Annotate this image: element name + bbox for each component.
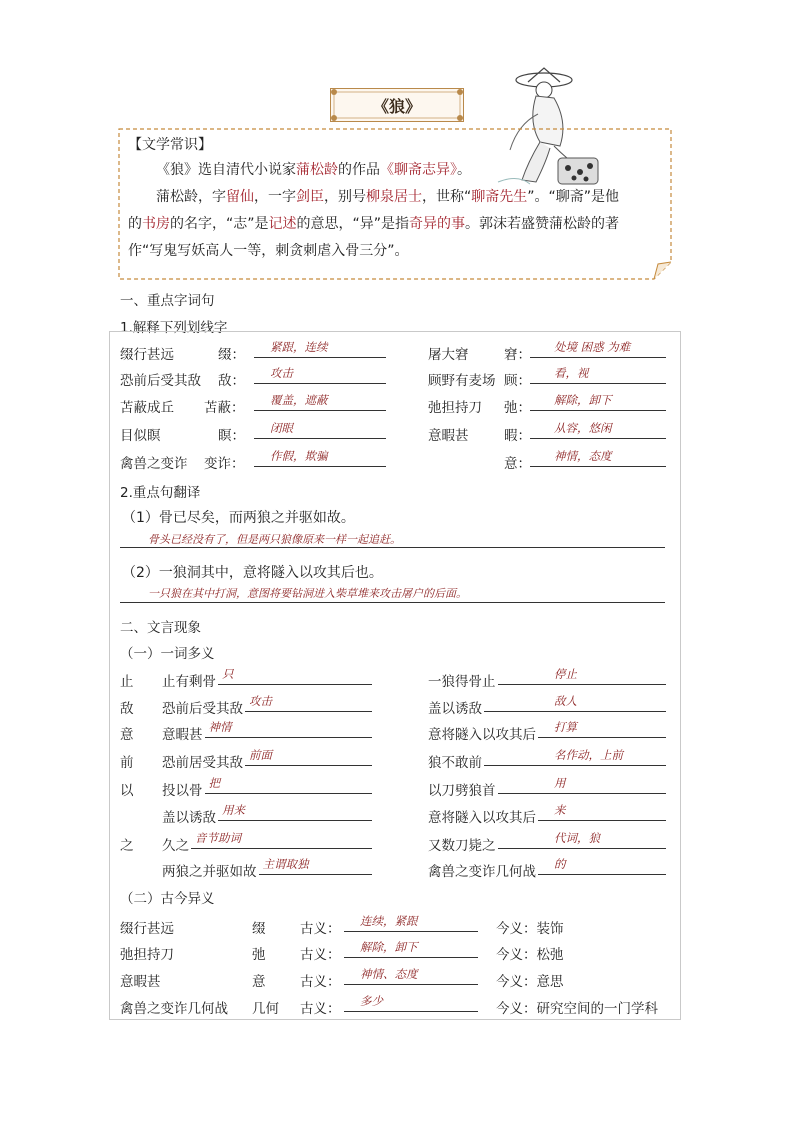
- polysemy-answer-right[interactable]: 的: [554, 857, 566, 871]
- answer-line: [538, 820, 666, 821]
- polysemy-answer-left[interactable]: 用来: [222, 803, 245, 817]
- polysemy-example-left: 投以骨: [162, 783, 203, 799]
- polysemy-answer-right[interactable]: 停止: [554, 667, 577, 681]
- polysemy-example-left: 盖以诱敌: [162, 810, 216, 826]
- answer-line: [498, 793, 667, 794]
- text-run: ，别号: [324, 189, 366, 205]
- text-run: 蒲松龄，字: [156, 189, 226, 205]
- answer-line: [254, 383, 386, 384]
- gujin-phrase: 意暇甚: [120, 974, 161, 990]
- answer-line: [538, 737, 666, 738]
- answer-line: [484, 711, 666, 712]
- word-key: 意：: [504, 456, 531, 472]
- polysemy-answer-left[interactable]: 主谓取独: [262, 857, 309, 871]
- polysemy-example-left: 意暇甚: [162, 727, 203, 743]
- gujin-ancient-answer[interactable]: 连续，紧跟: [360, 914, 418, 928]
- word-key: 瞑：: [218, 428, 245, 444]
- text-run: 。: [457, 162, 471, 178]
- word-answer[interactable]: 攻击: [270, 366, 293, 380]
- word-answer[interactable]: 解除，卸下: [554, 393, 612, 407]
- word-phrase: 禽兽之变诈: [120, 456, 188, 472]
- gujin-ancient-label: 古义：: [300, 947, 341, 963]
- gujin-phrase: 弛担持刀: [120, 947, 174, 963]
- gujin-modern: 今义：研究空间的一门学科: [496, 1001, 658, 1017]
- highlight-term: 聊斋先生: [471, 189, 528, 205]
- gujin-phrase: 缀行甚远: [120, 921, 174, 937]
- word-phrase: 恐前后受其敌: [120, 373, 201, 389]
- highlight-term: 柳泉居士: [366, 189, 422, 205]
- polysemy-char: 之: [120, 838, 134, 854]
- section-2-1-heading: （一）一词多义: [120, 646, 215, 662]
- answer-line: [245, 711, 372, 712]
- section-1-2-heading: 2.重点句翻译: [120, 485, 201, 501]
- gujin-ancient-answer[interactable]: 多少: [360, 994, 383, 1008]
- word-key: 缀：: [218, 347, 245, 363]
- word-answer[interactable]: 看，视: [554, 366, 589, 380]
- highlight-term: 记述: [268, 216, 297, 232]
- text-run: 的名字，“志”是: [170, 216, 269, 232]
- answer-line: [484, 765, 666, 766]
- polysemy-answer-left[interactable]: 把: [208, 776, 220, 790]
- literary-paragraph-2c: [128, 238, 662, 265]
- gujin-phrase: 禽兽之变诈几何战: [120, 1001, 228, 1017]
- text-run: 的意思，“异”是指: [296, 216, 410, 232]
- polysemy-example-right: 意将隧入以攻其后: [428, 727, 536, 743]
- answer-line: [344, 984, 478, 985]
- polysemy-answer-right[interactable]: 名作动，上前: [554, 748, 623, 762]
- word-key: 顾：: [504, 373, 531, 389]
- word-key: 敌：: [218, 373, 245, 389]
- text-run: 作“写鬼写妖高人一等，刺贪刺虐入骨三分”。: [128, 243, 409, 259]
- gujin-ancient-answer[interactable]: 神情、态度: [360, 967, 418, 981]
- highlight-term: 书房: [142, 216, 170, 232]
- answer-line: [245, 765, 372, 766]
- sentence-1: （1）骨已尽矣，而两狼之并驱如故。: [122, 510, 355, 526]
- gujin-ancient-label: 古义：: [300, 974, 341, 990]
- polysemy-answer-left[interactable]: 前面: [249, 748, 272, 762]
- word-phrase: 顾野有麦场: [428, 373, 496, 389]
- answer-line: [530, 357, 666, 358]
- answer-line: [120, 547, 665, 548]
- text-run: 。郭沫若盛赞蒲松龄的著: [465, 216, 620, 232]
- word-answer[interactable]: 处境 困惑 为难: [554, 340, 631, 354]
- section-2-2-heading: （二）古今异义: [120, 891, 215, 907]
- section-1-1-heading: 1.解释下列划线字: [120, 320, 228, 336]
- answer-line: [344, 957, 478, 958]
- answer-line: [218, 684, 372, 685]
- answer-line: [530, 410, 666, 411]
- polysemy-example-left: 恐前后受其敌: [162, 701, 243, 717]
- polysemy-example-right: 意将隧入以攻其后: [428, 810, 536, 826]
- word-answer[interactable]: 从容，悠闲: [554, 421, 612, 435]
- word-phrase: 缀行甚远: [120, 347, 174, 363]
- answer-line: [344, 1011, 478, 1012]
- gujin-ancient-answer[interactable]: 解除，卸下: [360, 940, 418, 954]
- word-phrase: 目似瞑: [120, 428, 161, 444]
- word-key: 窘：: [504, 347, 531, 363]
- gujin-modern: 今义：装饰: [496, 921, 564, 937]
- polysemy-char: 以: [120, 783, 134, 799]
- word-answer[interactable]: 神情，态度: [554, 449, 612, 463]
- answer-line: [254, 357, 386, 358]
- answer-line: [498, 848, 667, 849]
- polysemy-char: 意: [120, 727, 134, 743]
- text-run: ”。“聊斋”是他: [527, 189, 620, 205]
- answer-line: [530, 438, 666, 439]
- gujin-ancient-label: 古义：: [300, 921, 341, 937]
- section-1-heading: 一、重点字词句: [120, 293, 215, 309]
- word-key: 变诈：: [204, 456, 245, 472]
- polysemy-char: 止: [120, 674, 134, 690]
- gujin-char: 意: [252, 974, 266, 990]
- literary-paragraph-1: [128, 157, 662, 184]
- word-answer[interactable]: 紧跟，连续: [270, 340, 328, 354]
- answer-line: [259, 874, 373, 875]
- gujin-char: 缀: [252, 921, 266, 937]
- highlight-term: 留仙: [226, 189, 254, 205]
- title-banner: [330, 88, 464, 122]
- literary-paragraph-2a: [128, 184, 662, 211]
- answer-line: [254, 438, 386, 439]
- literary-paragraph-2b: [128, 211, 662, 238]
- text-run: 的: [128, 216, 142, 232]
- answer-line: [205, 737, 373, 738]
- answer-line: [218, 820, 372, 821]
- word-phrase: 弛担持刀: [428, 400, 482, 416]
- word-answer[interactable]: 闭眼: [270, 421, 293, 435]
- polysemy-example-right: 又数刀毙之: [428, 838, 496, 854]
- polysemy-answer-right[interactable]: 用: [554, 776, 566, 790]
- polysemy-example-right: 狼不敢前: [428, 755, 482, 771]
- polysemy-answer-left[interactable]: 神情: [208, 720, 232, 734]
- gujin-ancient-label: 古义：: [300, 1001, 341, 1017]
- word-phrase: 意暇甚: [428, 428, 469, 444]
- polysemy-answer-right[interactable]: 来: [554, 803, 566, 817]
- polysemy-example-right: 盖以诱敌: [428, 701, 482, 717]
- highlight-term: 蒲松龄: [296, 162, 338, 178]
- gujin-char: 几何: [252, 1001, 279, 1017]
- answer-line: [344, 931, 478, 932]
- gujin-char: 弛: [252, 947, 266, 963]
- polysemy-example-left: 两狼之并驱如故: [162, 864, 257, 880]
- polysemy-answer-right[interactable]: 敌人: [554, 694, 577, 708]
- polysemy-answer-left[interactable]: 只: [222, 667, 234, 681]
- word-key: 苫蔽：: [204, 400, 245, 416]
- answer-line: [530, 383, 666, 384]
- highlight-term: 《聊斋志异》: [380, 162, 457, 178]
- word-key: 弛：: [504, 400, 531, 416]
- polysemy-example-right: 一狼得骨止: [428, 674, 496, 690]
- word-answer[interactable]: 作假，欺骗: [270, 449, 328, 463]
- sentence-2-answer[interactable]: 一只狼在其中打洞，意图将要钻洞进入柴草堆来攻击屠户的后面。: [148, 587, 467, 600]
- answer-line: [498, 684, 667, 685]
- polysemy-example-right: 以刀劈狼首: [428, 783, 496, 799]
- polysemy-answer-left[interactable]: 攻击: [249, 694, 272, 708]
- text-run: ，世称“: [422, 189, 472, 205]
- answer-line: [120, 602, 665, 603]
- sentence-2: （2）一狼洞其中，意将隧入以攻其后也。: [122, 565, 383, 581]
- polysemy-answer-right[interactable]: 打算: [554, 720, 577, 734]
- word-key: 暇：: [504, 428, 531, 444]
- section-2-heading: 二、文言现象: [120, 620, 201, 636]
- highlight-term: 奇异的事: [409, 216, 466, 232]
- word-phrase: 苫蔽成丘: [120, 400, 174, 416]
- answer-line: [254, 410, 386, 411]
- answer-line: [205, 793, 373, 794]
- polysemy-example-left: 久之: [162, 838, 189, 854]
- text-run: 的作品: [338, 162, 380, 178]
- polysemy-example-left: 恐前居受其敌: [162, 755, 243, 771]
- gujin-modern: 今义：松弛: [496, 947, 564, 963]
- polysemy-answer-left[interactable]: 音节助词: [195, 831, 241, 845]
- polysemy-example-left: 止有剩骨: [162, 674, 216, 690]
- text-run: ，一字: [254, 189, 296, 205]
- sentence-1-answer[interactable]: 骨头已经没有了，但是两只狼像原来一样一起追赶。: [148, 533, 401, 546]
- polysemy-answer-right[interactable]: 代词，狼: [554, 831, 600, 845]
- page-title: 《狼》: [372, 97, 421, 116]
- word-answer[interactable]: 覆盖，遮蔽: [270, 393, 328, 407]
- answer-line: [530, 466, 666, 467]
- gujin-modern: 今义：意思: [496, 974, 564, 990]
- highlight-term: 剑臣: [296, 189, 324, 205]
- answer-line: [254, 466, 386, 467]
- polysemy-example-right: 禽兽之变诈几何战: [428, 864, 536, 880]
- word-phrase: 屠大窘: [428, 347, 469, 363]
- text-run: 《狼》选自清代小说家: [156, 162, 296, 178]
- answer-line: [538, 874, 666, 875]
- literary-heading: 【文学常识】: [128, 137, 212, 153]
- polysemy-char: 敌: [120, 701, 134, 717]
- polysemy-char: 前: [120, 755, 134, 771]
- answer-line: [191, 848, 372, 849]
